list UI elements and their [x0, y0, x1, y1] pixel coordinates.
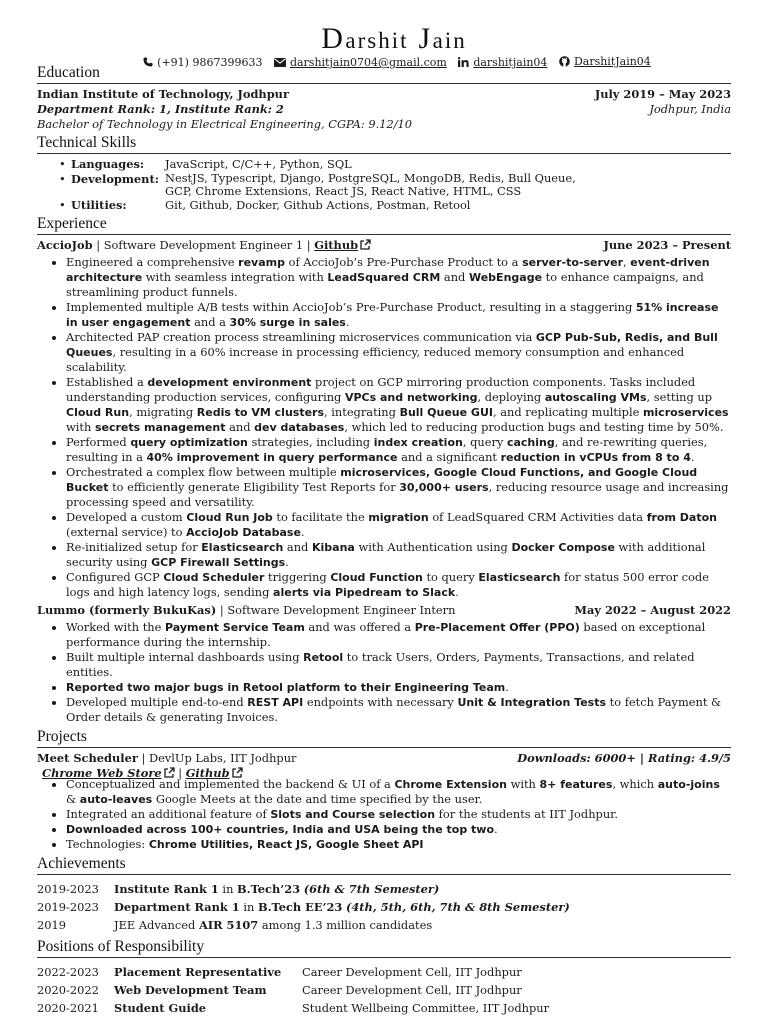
- text-run: migration: [368, 511, 429, 524]
- text-run: and a significant: [397, 450, 501, 464]
- position-row: [37, 963, 731, 981]
- position-org: Student Wellbeing Committee, IIT Jodhpur: [302, 1001, 550, 1015]
- text-run: 30% surge in sales: [229, 316, 346, 329]
- text-run: .: [455, 585, 459, 599]
- text-run: with: [506, 777, 540, 791]
- text-run: and: [440, 270, 469, 284]
- text-run: Retool: [303, 651, 344, 664]
- position-role: Student Guide: [114, 1001, 207, 1015]
- text-run: , migrating: [129, 405, 197, 419]
- text-run: endpoints with necessary: [303, 695, 458, 709]
- text-run: with Authentication using: [354, 540, 512, 554]
- skills-key: Development:: [71, 172, 159, 186]
- text-run: Cloud Function: [330, 571, 423, 584]
- bullet-item: [66, 650, 731, 680]
- candidate-name: Darshit Jain: [321, 22, 467, 55]
- text-run: to fetch Payment & Order details & generating Invoices.: [66, 695, 722, 724]
- chrome-web-store-link[interactable]: Chrome Web Store: [42, 766, 162, 780]
- text-run: for status 500 error code logs and high latency logs, sending: [66, 570, 709, 599]
- text-run: B.Tech EE’23: [257, 900, 343, 914]
- text-run: index creation: [373, 436, 463, 449]
- bullet-item: [66, 255, 731, 300]
- bullet-item: [66, 695, 731, 725]
- text-run: .: [300, 525, 305, 539]
- position-years: 2020-2022: [37, 983, 99, 997]
- skills-key: Utilities:: [71, 198, 127, 212]
- text-run: Architected PAP creation process streamlining microservices communication via: [66, 330, 536, 344]
- text-run: , setting up: [646, 390, 713, 404]
- email-link[interactable]: darshitjain0704@gmail.com: [289, 56, 447, 69]
- achievement-row: [37, 880, 731, 898]
- text-run: , deploying: [477, 390, 545, 404]
- text-run: Bull Queue GUI: [399, 406, 493, 419]
- text-run: Engineered a comprehensive: [66, 255, 239, 269]
- text-run: AIR 5107: [198, 918, 259, 932]
- text-run: in: [239, 900, 258, 914]
- text-run: JEE Advanced: [114, 918, 199, 932]
- text-run: alerts via Pipedream to Slack: [273, 586, 456, 599]
- job-header-lummo: Lummo (formerly BukuKas) | Software Development Engineer Intern May 2022 – August 2022: [37, 603, 731, 617]
- text-run: to track Users, Orders, Payments, Transactions, and related entities.: [66, 650, 695, 679]
- text-run: 8+ features: [539, 778, 613, 791]
- projects-heading: Projects: [37, 728, 731, 748]
- text-run: 51% increase in user engagement: [66, 301, 719, 329]
- text-run: and a: [190, 315, 230, 329]
- achievement-text: [114, 898, 570, 916]
- text-run: 40% improvement in query performance: [146, 451, 398, 464]
- text-run: secrets management: [94, 421, 226, 434]
- education-heading: Education: [37, 64, 731, 84]
- text-run: Elasticsearch: [201, 541, 284, 554]
- text-run: Google Meets at the date and time specified by the user.: [152, 792, 483, 806]
- job-role: Software Development Engineer Intern: [227, 603, 456, 617]
- text-run: triggering: [264, 570, 331, 584]
- bullet-item: [66, 680, 731, 695]
- achievements-heading: Achievements: [37, 855, 731, 875]
- text-run: Payment Service Team: [165, 621, 305, 634]
- text-run: to query: [422, 570, 479, 584]
- job-github-link[interactable]: Github: [314, 238, 359, 252]
- text-run: in: [218, 882, 238, 896]
- acciojob-bullets: [37, 255, 731, 600]
- text-run: Cloud Run: [66, 406, 130, 419]
- text-run: , integrating: [324, 405, 400, 419]
- text-run: Chrome Utilities, React JS, Google Sheet API: [148, 838, 424, 851]
- contact-bar: [0, 54, 768, 71]
- project-header: Meet Scheduler | DevlUp Labs, IIT Jodhpur Downloads: 6000+ | Rating: 4.9/5: [37, 751, 731, 765]
- text-run: , and replicating multiple: [492, 405, 643, 419]
- text-run: .: [494, 822, 498, 836]
- text-run: Performed: [66, 435, 131, 449]
- text-run: with: [66, 420, 95, 434]
- text-run: from Daton: [646, 511, 717, 524]
- text-run: GCP Pub-Sub, Redis, and Bull Queues: [66, 331, 718, 359]
- bullet-item: [66, 620, 731, 650]
- text-run: , reducing resource usage and increasing processing speed and versatility.: [66, 480, 729, 509]
- text-run: Redis to VM clusters: [196, 406, 325, 419]
- text-run: Chrome Extension: [394, 778, 507, 791]
- text-run: strategies, including: [247, 435, 374, 449]
- text-run: , query: [462, 435, 507, 449]
- text-run: .: [690, 450, 695, 464]
- text-run: and: [283, 540, 312, 554]
- text-run: to enhance campaigns, and streamlining product funnels.: [66, 270, 704, 299]
- text-run: Unit & Integration Tests: [457, 696, 607, 709]
- text-run: Cloud Run Job: [186, 511, 273, 524]
- project-stats: Downloads: 6000+ | Rating: 4.9/5: [517, 751, 731, 765]
- phone-text: (+91) 9867399633: [157, 55, 263, 69]
- envelope-icon: [274, 58, 286, 67]
- text-run: REST API: [247, 696, 304, 709]
- bullet-item: [66, 375, 731, 435]
- external-link-icon: [360, 239, 371, 250]
- text-run: Pre-Placement Offer (PPO): [414, 621, 580, 634]
- skills-value: NestJS, Typescript, Django, PostgreSQL, MongoDB, Redis, Bull Queue, GCP, Chrome Extensions, React JS, React Native, HTML, CSS: [165, 171, 576, 198]
- text-run: microservices, Google Cloud Functions, and Google Cloud Bucket: [66, 466, 698, 494]
- education-dates: July 2019 – May 2023: [594, 87, 731, 101]
- bullet-item: [66, 510, 731, 540]
- text-run: VPCs and networking: [344, 391, 478, 404]
- text-run: Integrated an additional feature of: [66, 807, 271, 821]
- text-run: , and re-rewriting queries, resulting in a: [66, 435, 708, 464]
- skills-row-languages: • Languages: JavaScript, C/C++, Python, SQL: [59, 157, 731, 172]
- position-row: [37, 999, 731, 1017]
- text-run: to facilitate the: [272, 510, 369, 524]
- skills-row-utilities: • Utilities: Git, Github, Docker, Github Actions, Postman, Retool: [59, 198, 731, 213]
- lummo-bullets: [37, 620, 731, 725]
- position-role: Web Development Team: [114, 983, 267, 997]
- text-run: GCP Firewall Settings: [151, 556, 286, 569]
- text-run: Re-initialized setup for: [66, 540, 202, 554]
- institution-name: Indian Institute of Technology, Jodhpur: [37, 87, 289, 101]
- position-years: 2020-2021: [37, 1001, 99, 1015]
- achievement-row: [37, 898, 731, 916]
- text-run: Institute Rank 1: [114, 882, 219, 896]
- text-run: of LeadSquared CRM Activities data: [428, 510, 647, 524]
- text-run: Configured GCP: [66, 570, 164, 584]
- text-run: AccioJob Database: [186, 526, 301, 539]
- job-role: Software Development Engineer 1: [103, 238, 304, 252]
- text-run: Docker Compose: [511, 541, 615, 554]
- achievement-year: 2019-2023: [37, 882, 99, 896]
- contact-linkedin[interactable]: [458, 55, 547, 70]
- text-run: (external service) to: [66, 525, 187, 539]
- text-run: microservices: [642, 406, 729, 419]
- text-run: Developed multiple end-to-end: [66, 695, 248, 709]
- text-run: LeadSquared CRM: [327, 271, 441, 284]
- contact-github[interactable]: [559, 54, 651, 69]
- skills-heading: Technical Skills: [37, 134, 731, 154]
- text-run: 30,000+ users: [399, 481, 489, 494]
- text-run: Department Rank 1: [114, 900, 240, 914]
- text-run: (6th & 7th Semester): [303, 882, 440, 896]
- text-run: for the students at IIT Jodhpur.: [435, 807, 618, 821]
- project-org: DevlUp Labs, IIT Jodhpur: [148, 751, 297, 765]
- skills-list: [37, 157, 731, 213]
- text-run: , resulting in a 60% increase in processing efficiency, reduced memory consumption and enhanced scalability.: [66, 345, 685, 374]
- text-run: query optimization: [130, 436, 248, 449]
- text-run: project on GCP mirroring production components. Tasks included understanding production services, configuring: [66, 375, 696, 404]
- education-location: Jodhpur, India: [649, 102, 731, 116]
- project-links: Chrome Web Store | Github: [37, 766, 731, 781]
- text-run: (4th, 5th, 6th, 7th & 8th Semester): [345, 900, 570, 914]
- text-run: reduction in vCPUs from 8 to 4: [500, 451, 691, 464]
- text-run: Technologies:: [66, 837, 149, 851]
- text-run: Reported two major bugs in Retool platform to their Engineering Team: [66, 681, 506, 694]
- contact-phone[interactable]: [143, 55, 262, 70]
- skills-row-development: • Development: NestJS, Typescript, Django, PostgreSQL, MongoDB, Redis, Bull Queue, GCP, Chrome Extensions, React JS, React Native, HTML, CSS: [59, 172, 731, 198]
- text-run: Worked with the: [66, 620, 165, 634]
- text-run: Established a: [66, 375, 148, 389]
- project-name: Meet Scheduler: [37, 751, 138, 765]
- text-run: .: [505, 680, 509, 694]
- text-run: B.Tech’23: [237, 882, 301, 896]
- text-run: Developed a custom: [66, 510, 187, 524]
- job-dates: June 2023 – Present: [603, 238, 731, 252]
- text-run: Kibana: [311, 541, 355, 554]
- linkedin-icon: [458, 57, 469, 67]
- position-role: Placement Representative: [114, 965, 282, 979]
- position-org: Career Development Cell, IIT Jodhpur: [302, 965, 522, 979]
- position-org: Career Development Cell, IIT Jodhpur: [302, 983, 522, 997]
- text-run: Elasticsearch: [478, 571, 561, 584]
- job-header-acciojob: AccioJob | Software Development Engineer 1 | Github June 2023 – Present: [37, 238, 731, 252]
- experience-heading: Experience: [37, 215, 731, 235]
- bullet-item: [66, 435, 731, 465]
- phone-icon: [143, 57, 153, 67]
- text-run: server-to-server: [522, 256, 624, 269]
- text-run: and was offered a: [304, 620, 415, 634]
- text-run: .: [345, 315, 350, 329]
- positions-heading: Positions of Responsibility: [37, 938, 731, 958]
- bullet-item: [66, 540, 731, 570]
- text-run: with seamless integration with: [142, 270, 328, 284]
- text-run: Cloud Scheduler: [163, 571, 265, 584]
- project-github-link[interactable]: Github: [185, 766, 230, 780]
- text-run: of AccioJob’s Pre-Purchase Product to a: [284, 255, 523, 269]
- text-run: and: [225, 420, 255, 434]
- bullet-item: [66, 822, 731, 837]
- github-link[interactable]: DarshitJain04: [573, 55, 651, 68]
- text-run: among 1.3 million candidates: [258, 918, 433, 932]
- text-run: ,: [623, 255, 631, 269]
- text-run: Built multiple internal dashboards using: [66, 650, 304, 664]
- linkedin-link[interactable]: darshitjain04: [473, 55, 548, 69]
- project-bullets: [37, 777, 731, 852]
- text-run: with additional security using: [66, 540, 706, 569]
- text-run: Downloaded across 100+ countries, India and USA being the top two: [66, 823, 495, 836]
- bullet-item: [66, 777, 731, 807]
- text-run: Slots and Course selection: [270, 808, 436, 821]
- bullet-item: [66, 300, 731, 330]
- text-run: Implemented multiple A/B tests within AccioJob’s Pre-Purchase Product, resulting in a staggering: [66, 300, 636, 314]
- company-name: AccioJob: [37, 238, 93, 252]
- text-run: , which led to reducing production bugs and testing time by 50%.: [344, 420, 724, 434]
- skills-key: Languages:: [71, 157, 145, 171]
- text-run: Orchestrated a complex flow between multiple: [66, 465, 341, 479]
- achievement-year: 2019-2023: [37, 900, 99, 914]
- bullet-item: [66, 570, 731, 600]
- github-icon: [559, 56, 570, 67]
- company-name: Lummo (formerly BukuKas): [37, 603, 217, 617]
- bullet-item: [66, 465, 731, 510]
- achievement-year: 2019: [37, 918, 66, 932]
- text-run: to efficiently generate Eligibility Test Reports for: [108, 480, 400, 494]
- bullet-item: [66, 807, 731, 822]
- achievement-text: [114, 916, 432, 934]
- position-years: 2022-2023: [37, 965, 99, 979]
- text-run: auto-leaves: [79, 793, 153, 806]
- text-run: , which: [612, 777, 658, 791]
- text-run: Conceptualized and implemented the backend & UI of a: [66, 777, 395, 791]
- bullet-item: [66, 837, 731, 852]
- text-run: revamp: [238, 256, 285, 269]
- contact-email[interactable]: [274, 55, 447, 70]
- text-run: event-driven architecture: [66, 256, 710, 284]
- positions-table: [37, 963, 731, 1017]
- text-run: based on exceptional performance during the internship.: [66, 620, 706, 649]
- education-ranks: Department Rank: 1, Institute Rank: 2: [37, 102, 284, 116]
- skills-value: Git, Github, Docker, Github Actions, Postman, Retool: [165, 198, 471, 212]
- achievement-text: [114, 880, 439, 898]
- text-run: caching: [506, 436, 555, 449]
- achievements-table: [37, 880, 731, 934]
- text-run: .: [285, 555, 289, 569]
- bullet-item: [66, 330, 731, 375]
- skills-value: JavaScript, C/C++, Python, SQL: [165, 157, 352, 171]
- education-entry: [37, 84, 731, 132]
- text-run: auto-joins: [657, 778, 720, 791]
- education-degree: Bachelor of Technology in Electrical Engineering, CGPA: 9.12/10: [37, 117, 413, 131]
- text-run: dev databases: [254, 421, 345, 434]
- text-run: &: [66, 792, 80, 806]
- position-row: [37, 981, 731, 999]
- text-run: WebEngage: [468, 271, 543, 284]
- achievement-row: [37, 916, 731, 934]
- text-run: development environment: [147, 376, 312, 389]
- job-dates: May 2022 – August 2022: [574, 603, 731, 617]
- text-run: autoscaling VMs: [544, 391, 647, 404]
